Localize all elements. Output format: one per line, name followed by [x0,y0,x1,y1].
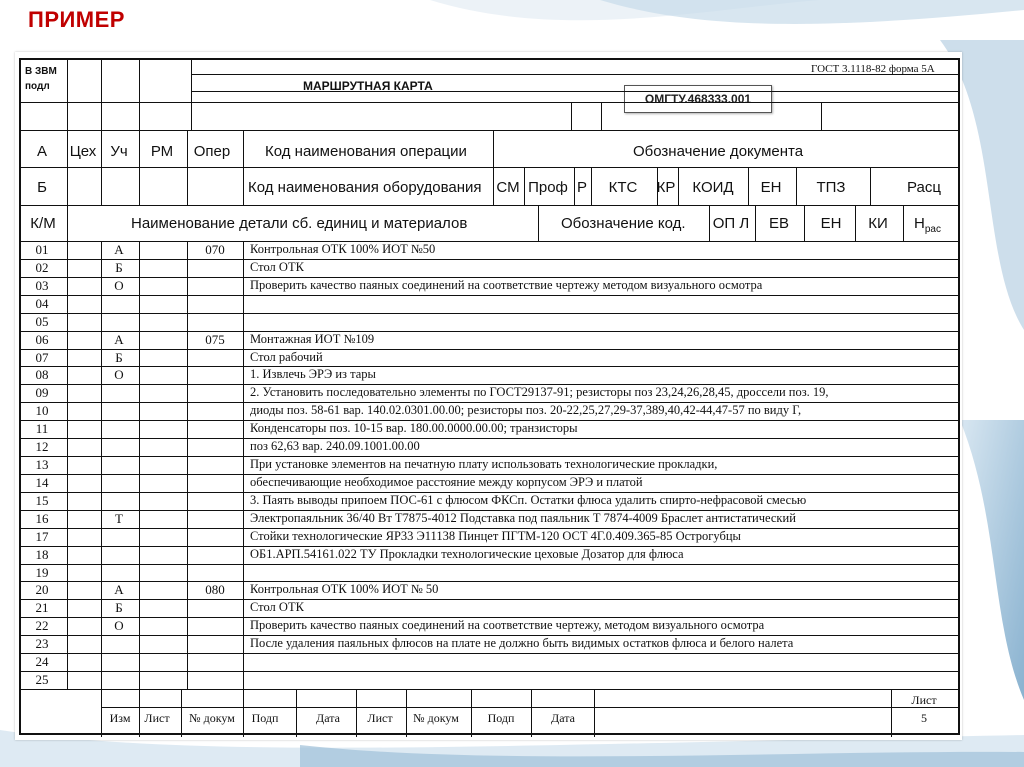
row-number: 02 [35,259,49,275]
row-uch: Т [115,510,123,526]
row-number: 03 [35,277,49,293]
grid-hline [21,384,958,385]
header-kts: КТС [608,179,638,196]
header-tpz: ТПЗ [816,179,846,196]
row-uch: Б [115,259,123,275]
row-number: 21 [35,600,49,616]
grid-vline [493,130,494,205]
gost-label: ГОСТ 3.1118-82 форма 5А [811,63,935,75]
row-text: Контрольная ОТК 100% ИОТ №50 [250,242,436,256]
footer-izm: Изм [109,711,131,725]
grid-hline [191,74,958,75]
row-number: 17 [35,528,49,544]
grid-hline [21,581,958,582]
row-text: Стол ОТК [250,600,304,615]
grid-hline [21,671,958,672]
footer-list: Лист [144,711,170,725]
grid-vline [67,60,68,130]
grid-hline [191,91,958,92]
grid-hline [21,564,958,565]
header-uch: Уч [110,143,128,160]
grid-vline [181,689,182,737]
header-ceh: Цех [69,143,97,160]
grid-hline [21,528,958,529]
row-number: 08 [35,367,49,383]
grid-hline [21,313,958,314]
row-oper: 070 [205,242,225,257]
route-card-sheet [15,52,962,740]
grid-vline [524,167,525,205]
grid-hline [21,456,958,457]
row-number: 13 [35,457,49,473]
row-uch: А [114,242,124,257]
header-b-label: Б [37,179,47,196]
header-nrash: $Н_{рас}$ [914,215,941,235]
grid-vline [657,167,658,205]
row-number: 22 [35,618,49,634]
row-text: Проверить качество паяных соединений на соответствие чертежу, методом визуального осмотра [250,618,765,633]
grid-vline [191,60,192,130]
grid-vline [243,241,244,689]
row-number: 24 [35,654,49,670]
grid-vline [187,241,188,689]
grid-hline [21,546,958,547]
grid-vline [187,130,188,205]
grid-hline [21,474,958,475]
row-text: Стол рабочий [250,349,323,364]
footer-list-2: Лист [367,711,393,725]
grid-vline [601,102,602,130]
row-text: ОБ1.АРП.54161.022 ТУ Прокладки технологические цеховые Дозатор для флюса [250,546,684,561]
row-text: поз 62,63 вар. 240.09.1001.00.00 [250,439,420,454]
grid-vline [804,205,805,241]
grid-hline [21,102,958,103]
grid-hline [21,349,958,350]
header-designation-code: Обозначение код. [561,215,686,232]
row-text: Монтажная ИОТ №109 [250,331,375,346]
row-text: После удаления паяльных флюсов на плате не должно быть видимых остатков флюса и белого налета [250,636,794,651]
row-uch: А [114,331,124,347]
grid-vline [356,689,357,737]
grid-vline [709,205,710,241]
row-oper: 080 [205,582,225,598]
grid-hline [21,492,958,493]
row-number: 07 [35,349,49,365]
header-sm: СМ [496,179,520,196]
row-number: 06 [35,331,49,347]
grid-vline [891,689,892,737]
row-number: 16 [35,510,49,526]
grid-vline [678,167,679,205]
grid-hline [21,277,958,278]
row-number: 04 [35,295,49,311]
grid-vline [531,689,532,737]
grid-vline [296,689,297,737]
header-a-label: А [36,143,48,160]
grid-vline [243,689,244,737]
grid-hline [21,617,958,618]
route-card-form [19,58,960,735]
grid-hline [21,241,958,242]
footer-data-2: Дата [551,711,575,725]
header-opl: ОП Л [712,215,750,232]
grid-vline [870,167,871,205]
footer-sheet-number: 5 [921,711,927,725]
grid-vline [471,689,472,737]
grid-hline [21,205,958,206]
grid-hline [101,707,958,708]
grid-vline [594,689,595,737]
grid-vline [67,205,68,241]
row-number: 09 [35,385,49,401]
row-oper: 075 [205,331,225,347]
header-ev: ЕВ [768,215,790,232]
footer-podp: Подп [251,711,279,725]
grid-vline [855,205,856,241]
header-en: ЕН [760,179,782,196]
row-number: 20 [35,582,49,598]
row-number: 11 [35,421,49,437]
header-prof: Проф [528,179,568,196]
header-oper: Опер [193,143,231,160]
grid-vline [67,241,68,689]
grid-vline [67,130,68,205]
grid-vline [139,60,140,130]
grid-vline [101,60,102,130]
header-equipment-code: Код наименования оборудования [248,179,482,196]
grid-vline [903,205,904,241]
footer-data: Дата [316,711,340,725]
grid-vline [101,130,102,205]
slide-title: ПРИМЕР [28,7,125,32]
row-number: 19 [35,564,49,580]
corner-label-2: подл [25,81,50,92]
footer-n-dokum: № докум [189,711,235,725]
grid-hline [21,635,958,636]
grid-vline [574,167,575,205]
grid-vline [755,205,756,241]
row-number: 01 [35,242,49,257]
grid-vline [591,167,592,205]
row-text: Проверить качество паяных соединений на соответствие чертежу методом визуального осмотра [250,277,763,292]
row-uch: О [114,277,124,293]
row-text: Контрольная ОТК 100% ИОТ № 50 [250,582,439,597]
row-uch: А [114,582,124,598]
row-text: При установке элементов на печатную плату использовать технологические прокладки, [250,457,718,472]
document-code-box: ОМГТУ.468333.001 [624,85,772,113]
header-koid: КОИД [692,179,734,196]
row-text: Стол ОТК [250,259,304,274]
row-uch: Б [115,600,123,616]
grid-hline [21,331,958,332]
row-number: 12 [35,439,49,455]
row-text: 2. Установить последовательно элементы по ГОСТ29137-91; резисторы поз 23,24,26,28,45, дроссели поз. 19, [250,385,829,400]
grid-hline [21,402,958,403]
footer-podp-2: Подп [487,711,515,725]
row-text: обеспечивающие необходимое расстояние между корпусом ЭРЭ и платой [250,474,643,489]
grid-vline [243,130,244,205]
row-number: 18 [35,546,49,562]
row-text: 1. Извлечь ЭРЭ из тары [250,367,376,382]
form-title: МАРШРУТНАЯ КАРТА [303,79,433,93]
grid-vline [101,241,102,689]
grid-vline [796,167,797,205]
header-km-label: К/М [30,215,56,232]
corner-label-1: В ЗВМ [25,66,57,77]
row-number: 05 [35,313,49,329]
header-r: Р [576,179,588,196]
grid-hline [21,295,958,296]
grid-vline [406,689,407,737]
row-uch: Б [115,349,123,365]
grid-vline [139,241,140,689]
grid-vline [101,689,102,737]
row-text: Стойки технологические ЯР33 Э11138 Пинцет ПГТМ-120 ОСТ 4Г.0.409.365-85 Острогубцы [250,528,741,543]
grid-hline [21,689,958,690]
grid-vline [748,167,749,205]
row-number: 15 [35,492,49,508]
grid-vline [139,689,140,737]
grid-vline [538,205,539,241]
grid-hline [891,707,958,708]
grid-hline [21,167,958,168]
row-number: 10 [35,403,49,419]
header-kr: КР [656,179,676,196]
grid-hline [21,438,958,439]
row-uch: О [114,618,124,634]
header-en-km: ЕН [820,215,842,232]
row-text: диоды поз. 58-61 вар. 140.02.0301.00.00; резисторы поз. 20-22,25,27,29-37,389,40,42-44,47-57 по виду Г, [250,403,802,418]
header-rasc: Расц [907,179,941,196]
row-uch: О [114,367,124,383]
grid-hline [21,130,958,131]
grid-vline [571,102,572,130]
grid-vline [821,102,822,130]
row-number: 23 [35,636,49,652]
grid-hline [21,366,958,367]
grid-hline [21,510,958,511]
row-text: 3. Паять выводы припоем ПОС-61 с флюсом ФКСп. Остатки флюса удалить спирто-нефрасовой смесью [250,492,807,507]
header-rm: РМ [150,143,174,160]
row-number: 25 [35,672,49,688]
footer-sheet-label: Лист [911,693,937,707]
header-ki: КИ [868,215,888,232]
grid-hline [21,259,958,260]
header-part-name: Наименование детали сб. единиц и материалов [131,215,468,232]
grid-vline [139,130,140,205]
row-number: 14 [35,474,49,490]
grid-hline [21,653,958,654]
footer-n-dokum-2: № докум [413,711,459,725]
header-document-designation: Обозначение документа [633,143,804,160]
header-operation-code: Код наименования операции [265,143,467,160]
row-text: Конденсаторы поз. 10-15 вар. 180.00.0000.00.00; транзисторы [250,421,578,436]
grid-hline [21,420,958,421]
grid-hline [21,599,958,600]
row-text: Электропаяльник 36/40 Вт Т7875-4012 Подставка под паяльник Т 7874-4009 Браслет антистатический [250,510,796,525]
